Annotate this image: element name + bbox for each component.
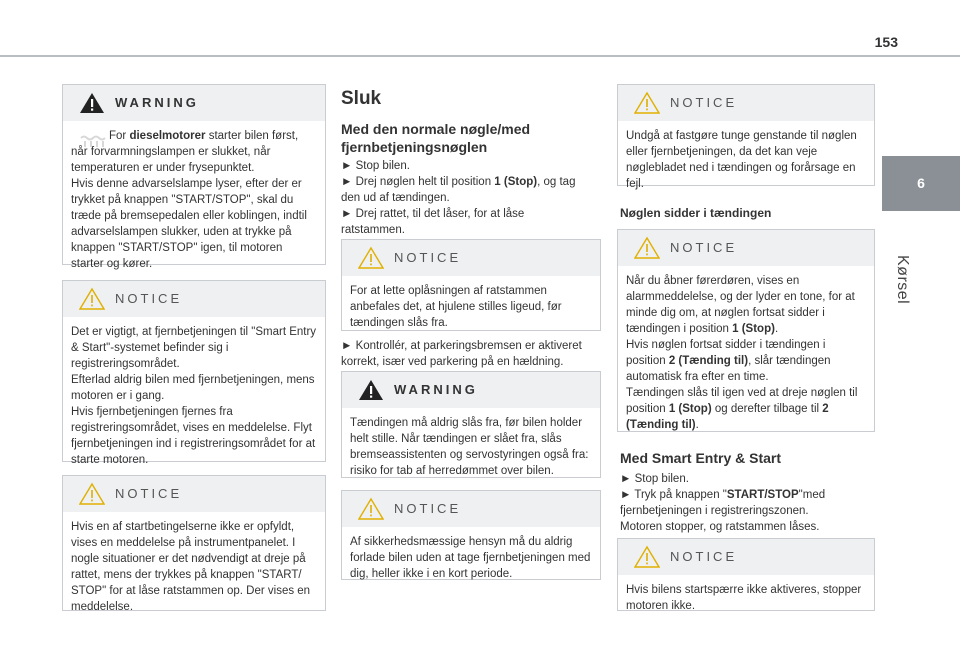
warning-triangle-icon xyxy=(358,378,384,402)
warning-triangle-icon xyxy=(79,91,105,115)
notice-triangle-icon xyxy=(358,246,384,270)
parking-brake-step: ► Kontrollér, at parkeringsbremsen er aktiveret korrekt, især ved parkering på en hældning. xyxy=(341,340,582,368)
notice-text: Når du åbner førerdøren, vises en alarmmeddelelse, og der lyder en tone, for at minde dig om, at nøglen fortsat sidder i tændingen i position 1 (Stop). Hvis nøglen fortsat sidder i tændingen i position 2 (Tænding til), slår tændingen automatisk fra efter en time. Tændingen slås til igen ved at dreje nøglen til position 1 (Stop) og derefter tilbage til 2 (Tænding til). xyxy=(626,275,858,431)
notice-box-safety xyxy=(341,490,601,580)
notice-box-key-left xyxy=(617,229,875,432)
notice-triangle-icon xyxy=(634,236,660,260)
preheat-lamp-icon xyxy=(79,134,107,148)
notice-triangle-icon xyxy=(358,497,384,521)
notice-triangle-icon xyxy=(634,91,660,115)
page-number: 153 xyxy=(874,34,898,50)
warning-text-b: starter bilen først, når forvarmningslampen er slukket, når temperaturen er under frysepunktet. Hvis denne advarselslampe lyser, efter der er trykket på knappen "START/STOP", skal du træde på bremsepedalen eller koblingen, indtil advarselslampen slukker, uden at trykke på knappen "START/STOP" igen, til motoren starter og kører. xyxy=(71,130,307,270)
step-3: ► Drej rattet, til det låser, for at låse ratstammen. xyxy=(341,208,525,236)
notice-title: NOTICE xyxy=(115,291,183,306)
notice-title: NOTICE xyxy=(394,501,462,516)
notice-text: For at lette oplåsningen af ratstammen anbefales det, at hjulene stilles ligeud, før tændingen slås fra. xyxy=(350,285,562,329)
sub-heading-key: Nøglen sidder i tændingen xyxy=(620,206,772,220)
top-rule xyxy=(0,55,960,57)
notice-text: Hvis bilens startspærre ikke aktiveres, stopper motoren ikke. xyxy=(626,584,862,612)
notice-text: Det er vigtigt, at fjernbetjeningen til "Smart Entry & Start"-systemet befinder sig i registreringsområdet. Efterlad aldrig bilen med fjernbetjeningen, mens motoren er i gang. Hvis fjernbetjeningen fjernes fra registreringsområdet, vises en meddelelse. Flyt fjernbetjeningen ind i registreringsområdet for at starte motoren. xyxy=(71,326,317,466)
notice-box-remote xyxy=(62,280,326,466)
warning-text-a: For xyxy=(109,130,130,142)
notice-box-immobiliser xyxy=(617,538,875,611)
chapter-label: Kørsel xyxy=(894,255,911,305)
warning-title: WARNING xyxy=(115,95,199,110)
step-2-end: , og tag den ud af tændingen. xyxy=(341,176,576,204)
step-1: ► Stop bilen. xyxy=(341,160,410,172)
sub-heading: Med den normale nøgle/med fjernbetjeningsnøglen xyxy=(341,121,531,155)
warning-box-ignition xyxy=(341,371,601,478)
notice-text: Undgå at fastgøre tunge genstande til nøglen eller fjernbetjeningen, da det kan veje nøglebladet ned i tændingen og forårsage en fejl. xyxy=(626,130,857,190)
notice-title: NOTICE xyxy=(670,95,738,110)
smart-steps: ► Stop bilen. ► Tryk på knappen "START/STOP"med fjernbetjeningen i registreringszonen. Motoren stopper, og ratstammen låses. xyxy=(620,473,826,533)
step-2: ► Drej nøglen helt til position xyxy=(341,176,495,188)
steps-text xyxy=(341,158,591,238)
notice-triangle-icon xyxy=(634,545,660,569)
warning-text: Tændingen må aldrig slås fra, før bilen holder helt stille. Når tændingen er slået fra, slås bremseassistenten og servostyringen også fra: risiko for tab af herredømmet over bilen. xyxy=(350,417,589,477)
notice-title: NOTICE xyxy=(394,250,462,265)
notice-title: NOTICE xyxy=(115,486,183,501)
notice-triangle-icon xyxy=(79,482,105,506)
notice-triangle-icon xyxy=(79,287,105,311)
step-2-bold: 1 (Stop) xyxy=(494,176,538,188)
notice-box-heavy-objects xyxy=(617,84,875,190)
notice-title: NOTICE xyxy=(670,240,738,255)
warning-text-bold: dieselmotorer xyxy=(129,130,206,142)
notice-box-start-conditions xyxy=(62,475,326,611)
notice-text: Hvis en af startbetingelserne ikke er opfyldt, vises en meddelelse på instrumentpanelet. I nogle situationer er det nødvendigt at dreje på rattet, mens der trykkes på knappen "START/ STOP" for at låse ratstammen op. Der vises en meddelelse. xyxy=(71,521,311,613)
section-heading: Sluk xyxy=(341,88,382,109)
sub-heading-smart: Med Smart Entry & Start xyxy=(620,450,782,466)
warning-box-preheat xyxy=(62,84,326,270)
notice-box-unlock xyxy=(341,239,601,331)
chapter-tab[interactable]: 6 xyxy=(882,156,960,211)
notice-title: NOTICE xyxy=(670,549,738,564)
warning-title: WARNING xyxy=(394,382,478,397)
notice-text: Af sikkerhedsmæssige hensyn må du aldrig forlade bilen uden at tage fjernbetjeningen med dig, heller ikke i en kort periode. xyxy=(350,536,591,580)
